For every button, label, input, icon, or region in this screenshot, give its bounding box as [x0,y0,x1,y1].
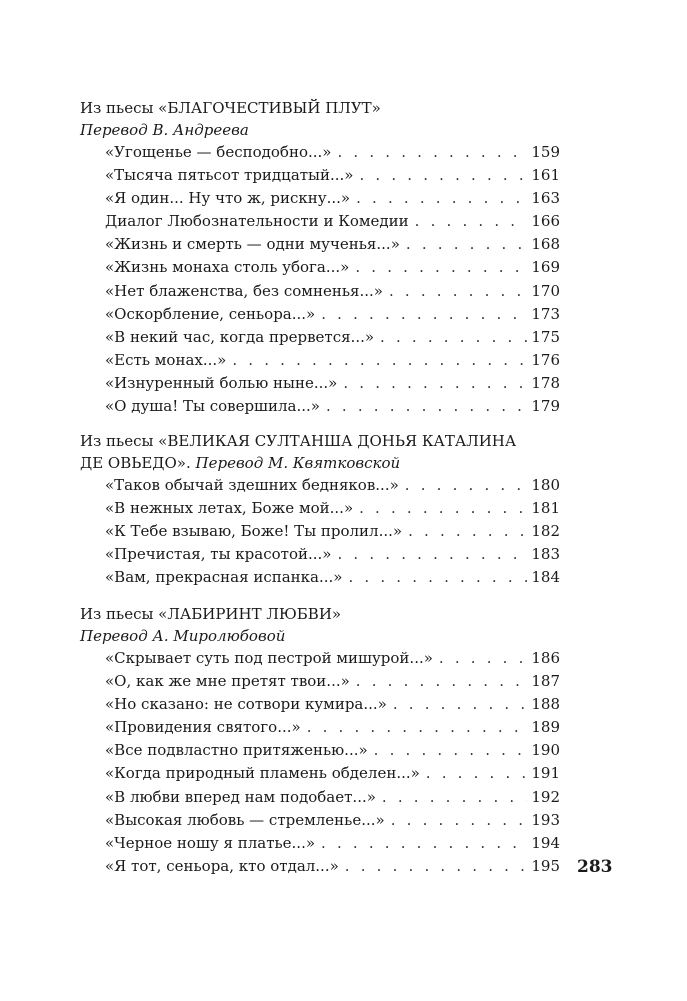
dot-leader [355,256,527,279]
entry-title: «Таков обычай здешних бедняков...» [105,476,399,494]
toc-entry [105,543,560,566]
toc-entry [105,832,560,855]
entry-title: «Высокая любовь — стремленье...» [105,810,385,829]
entry-title: «Нет блаженства, без сомненья...» [105,281,383,300]
toc-entry [105,233,560,256]
section-heading-line-1: Из пьесы «ВЕЛИКАЯ СУЛТАНША ДОНЬЯ КАТАЛИНА [80,432,517,450]
toc-entry [105,762,560,785]
page-folio-number: 283 [577,857,613,877]
entry-title: «В нежных летах, Боже мой...» [105,499,354,518]
toc-entry [105,372,560,395]
entry-page-number: 190 [531,741,560,760]
entry-title: «Угощенье — бесподобно...» [105,143,332,161]
dot-leader [374,739,528,762]
entry-title: «О, как же мне претят твои...» [105,672,350,691]
entry-title: «Жизнь и смерть — одни мученья...» [105,235,400,254]
entry-title: Диалог Любознательности и Комедии [105,212,409,231]
entry-page-number: 179 [531,397,560,416]
dot-leader [359,164,527,187]
entry-title: «Но сказано: не сотвори кумира...» [105,695,387,714]
section-heading: Из пьесы «БЛАГОЧЕСТИВЫЙ ПЛУТ» [80,99,381,117]
entry-title: «Я один... Ну что ж, рискну...» [105,189,351,208]
entry-title: «Жизнь монаха столь убога...» [105,258,350,277]
dot-leader [356,187,527,210]
entry-page-number: 188 [531,695,560,714]
dot-leader [405,474,528,497]
entry-page-number: 186 [531,649,560,667]
toc-section-velikaya-sultansha [80,430,560,589]
entry-page-number: 187 [531,672,560,691]
entry-title: «В любви вперед нам подобает...» [105,787,376,806]
dot-leader [393,693,528,716]
entry-title: «Есть монах...» [105,350,227,369]
toc-entry [105,739,560,762]
entry-title: «Провидения святого...» [105,718,301,737]
entry-list [80,474,560,589]
dot-leader [326,395,527,418]
dot-leader [391,809,528,832]
entry-title: «Оскорбление, сеньора...» [105,304,316,323]
entry-page-number: 159 [531,143,560,161]
section-translator: Перевод В. Андреева [80,121,249,139]
toc-entry [105,693,560,716]
toc-entry [105,326,560,349]
entry-title: «К Тебе взываю, Боже! Ты пролил...» [105,522,403,541]
entry-list [80,647,560,878]
toc-entry [105,716,560,739]
entry-page-number: 181 [531,499,560,518]
entry-title: «Пречистая, ты красотой...» [105,545,332,564]
dot-leader [382,786,527,809]
entry-page-number: 194 [531,833,560,852]
entry-title: «Черное ношу я платье...» [105,833,316,852]
entry-title: «О душа! Ты совершила...» [105,397,320,416]
dot-leader [337,543,527,566]
dot-leader [356,670,528,693]
entry-page-number: 184 [531,568,560,587]
entry-page-number: 178 [531,373,560,392]
entry-page-number: 173 [531,304,560,323]
toc-entry [105,210,560,233]
entry-title: «В некий час, когда прервется...» [105,327,375,346]
dot-leader [359,497,527,520]
toc-entry [105,187,560,210]
entry-page-number: 175 [531,327,560,346]
toc-entry [105,395,560,418]
entry-title: «Тысяча пятьсот тридцатый...» [105,166,354,185]
entry-page-number: 193 [531,810,560,829]
entry-page-number: 170 [531,281,560,300]
entry-title: «Я тот, сеньора, кто отдал...» [105,856,339,875]
section-heading-line-2 [80,452,560,474]
dot-leader [380,326,527,349]
toc-entry [105,141,560,164]
entry-page-number: 189 [531,718,560,737]
dot-leader [415,210,528,233]
dot-leader [389,280,527,303]
toc-entry [105,566,560,589]
entry-page-number: 182 [531,522,560,541]
toc-entry [105,164,560,187]
toc-entry [105,497,560,520]
entry-page-number: 180 [531,476,560,494]
dot-leader [321,303,527,326]
entry-page-number: 191 [531,764,560,783]
entry-page-number: 166 [531,212,560,231]
entry-title: «Изнуренный болью ныне...» [105,373,338,392]
entry-title: «Скрывает суть под пестрой мишурой...» [105,649,433,667]
entry-page-number: 192 [531,787,560,806]
entry-title: «Вам, прекрасная испанка...» [105,568,343,587]
dot-leader [232,349,527,372]
entry-page-number: 161 [531,166,560,185]
toc-entry [105,256,560,279]
toc-entry [105,280,560,303]
dot-leader [321,832,527,855]
toc-entry [105,349,560,372]
dot-leader [307,716,528,739]
entry-page-number: 183 [531,545,560,564]
entry-page-number: 169 [531,258,560,277]
toc-section-labirint-lyubvi [80,603,560,878]
dot-leader [345,855,528,878]
section-translator: Перевод М. Квятковской [195,454,401,472]
entry-title: «Все подвластно притяженью...» [105,741,368,760]
toc-entry [105,670,560,693]
dot-leader [439,647,527,670]
entry-page-number: 168 [531,235,560,254]
section-heading-line-2-text: ДЕ ОВЬЕДО». [80,454,191,472]
toc-entry [105,520,560,543]
dot-leader [337,141,527,164]
toc-entry [105,647,560,670]
toc-entry [105,474,560,497]
toc-section-blagochestivy-plut [80,97,560,418]
section-heading: Из пьесы «ЛАБИРИНТ ЛЮБВИ» [80,605,342,623]
toc-entry [105,855,560,878]
entry-page-number: 195 [531,856,560,875]
entry-page-number: 176 [531,350,560,369]
section-translator: Перевод А. Миролюбовой [80,627,286,645]
entry-page-number: 163 [531,189,560,208]
toc-entry [105,303,560,326]
toc-entry [105,809,560,832]
entry-list [80,141,560,418]
dot-leader [348,566,527,589]
dot-leader [343,372,527,395]
toc-entry [105,786,560,809]
dot-leader [408,520,527,543]
entry-title: «Когда природный пламень обделен...» [105,764,420,783]
dot-leader [406,233,527,256]
dot-leader [426,762,528,785]
